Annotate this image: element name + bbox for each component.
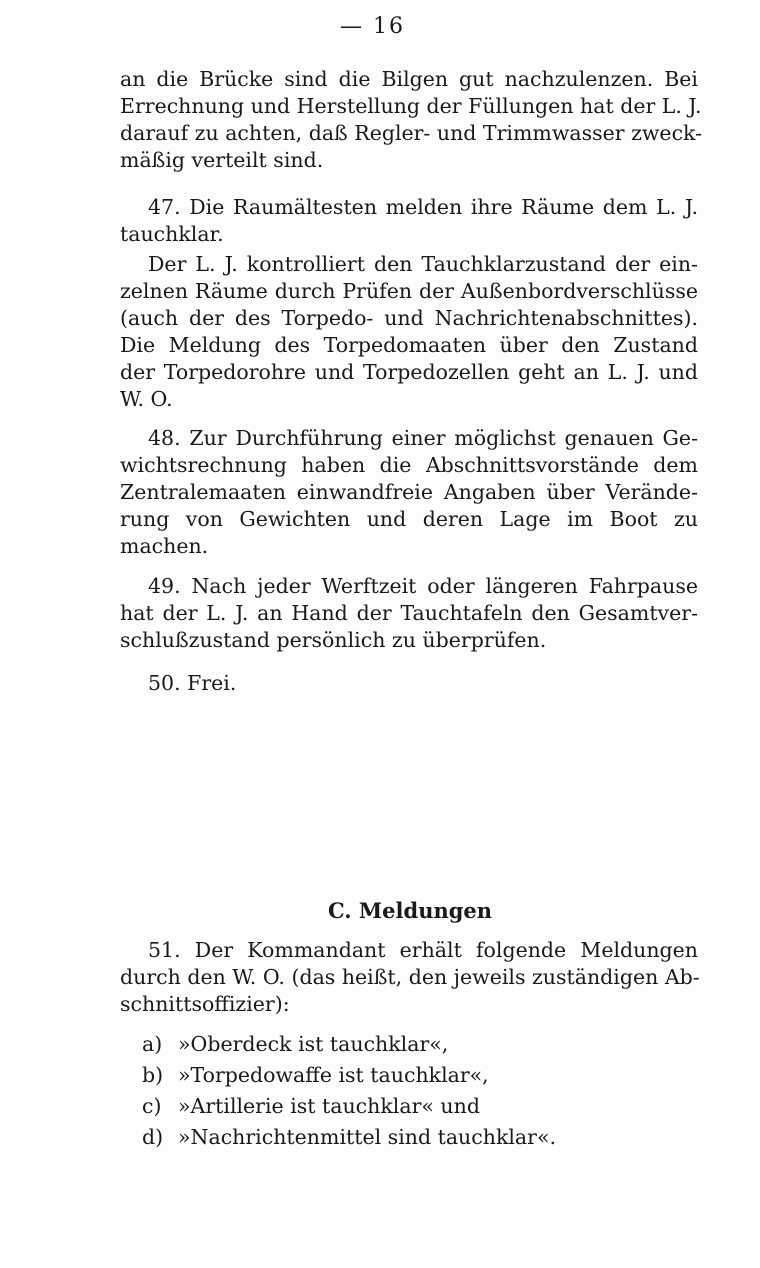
- text-line: 49. Nach jeder Werftzeit oder längeren Fahrpause: [148, 574, 698, 598]
- list-item: [120, 1029, 698, 1060]
- list-item-text: »Torpedowaffe ist tauchklar«,: [178, 1063, 489, 1087]
- list-item-label: b): [142, 1063, 164, 1087]
- paragraph-47: [120, 194, 698, 248]
- paragraph-50: [120, 670, 698, 697]
- text-line: Zentralemaaten einwandfreie Angaben über Verände-: [120, 480, 698, 504]
- text-line: schnittsoffizier):: [120, 992, 290, 1016]
- text-line: durch den W. O. (das heißt, den jeweils zuständigen Ab-: [120, 965, 700, 989]
- paragraph-49: [120, 573, 698, 654]
- list-item-label: c): [142, 1094, 162, 1118]
- section-heading: C. Meldungen: [327, 898, 493, 923]
- paragraph-continuation: [120, 66, 703, 174]
- text-line: (auch der des Torpedo- und Nachrichtenabschnittes).: [120, 306, 698, 330]
- text-line: 48. Zur Durchführung einer möglichst genauen Ge-: [148, 426, 698, 450]
- paragraph-47-continued: [120, 251, 698, 413]
- text-line: wichtsrechnung haben die Abschnittsvorstände dem: [120, 453, 698, 477]
- text-line: darauf zu achten, daß Regler- und Trimmwasser zweck-: [120, 121, 703, 145]
- text-line: schlußzustand persönlich zu überprüfen.: [120, 628, 547, 652]
- list-item-text: »Oberdeck ist tauchklar«,: [178, 1032, 449, 1056]
- list-item: [120, 1060, 698, 1091]
- page-number: — 16: [340, 14, 405, 39]
- text-line: zelnen Räume durch Prüfen der Außenbordverschlüsse: [120, 279, 698, 303]
- text-line: Die Meldung des Torpedomaaten über den Zustand: [120, 333, 698, 357]
- paragraph-48: [120, 425, 698, 560]
- report-list: [120, 1029, 698, 1153]
- text-line: machen.: [120, 534, 209, 558]
- text-line: Der L. J. kontrolliert den Tauchklarzustand der ein-: [148, 252, 698, 276]
- text-line: W. O.: [120, 387, 173, 411]
- list-item-label: d): [142, 1125, 164, 1149]
- list-item-text: »Nachrichtenmittel sind tauchklar«.: [178, 1125, 556, 1149]
- text-line: 51. Der Kommandant erhält folgende Meldungen: [148, 938, 698, 962]
- text-line: tauchklar.: [120, 222, 224, 246]
- text-line: rung von Gewichten und deren Lage im Boot zu: [120, 507, 698, 531]
- text-line: 50. Frei.: [148, 671, 237, 695]
- text-line: an die Brücke sind die Bilgen gut nachzulenzen. Bei: [120, 67, 698, 91]
- list-item-label: a): [142, 1032, 163, 1056]
- paragraph-51: [120, 937, 698, 1018]
- text-line: hat der L. J. an Hand der Tauchtafeln den Gesamtver-: [120, 601, 698, 625]
- text-line: der Torpedorohre und Torpedozellen geht an L. J. und: [120, 360, 698, 384]
- list-item: [120, 1122, 698, 1153]
- text-line: Errechnung und Herstellung der Füllungen hat der L. J.: [120, 94, 702, 118]
- text-line: mäßig verteilt sind.: [120, 148, 324, 172]
- list-item-text: »Artillerie ist tauchklar« und: [178, 1094, 480, 1118]
- text-line: 47. Die Raumältesten melden ihre Räume dem L. J.: [148, 195, 698, 219]
- list-item: [120, 1091, 698, 1122]
